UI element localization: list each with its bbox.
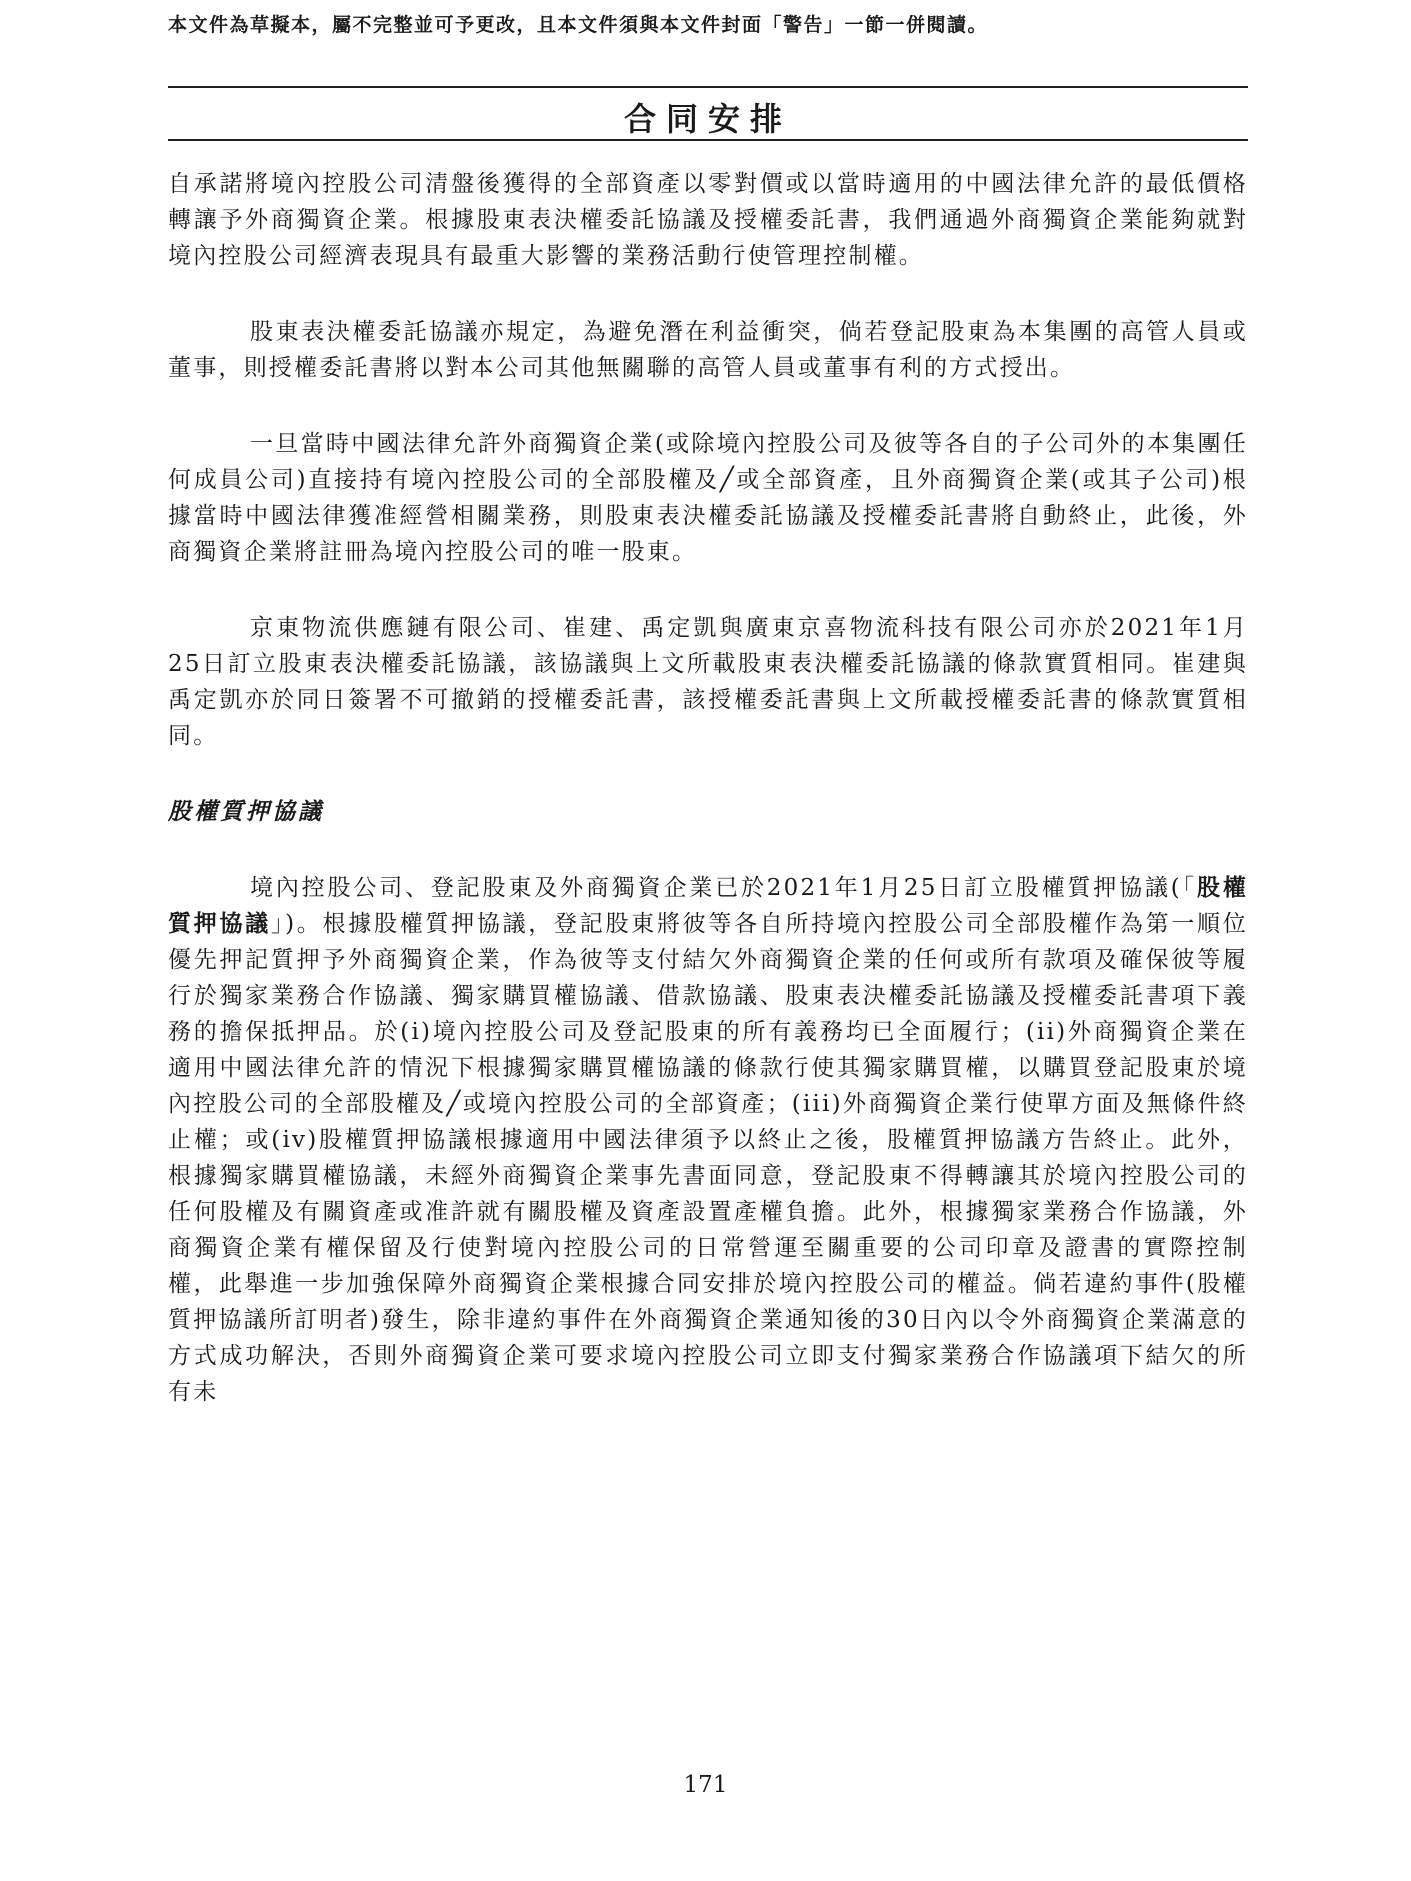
paragraph-5-rest: 」)。根據股權質押協議，登記股東將彼等各自所持境內控股公司全部股權作為第一順位優先押記質押予外商獨資企業，作為彼等支付結欠外商獨資企業的任何或所有款項及確保彼等履行於獨家業務合作協議、獨家購買權協議、借款協議、股東表決權委託協議及授權委託書項下義務的擔保抵押品。於(i)境內控股公司及登記股東的所有義務均已全面履行；(ii)外商獨資企業在適用中國法律允許的情況下根據獨家購買權協議的條款行使其獨家購買權，以購買登記股東於境內控股公司的全部股權及╱或境內控股公司的全部資產；(iii)外商獨資企業行使單方面及無條件終止權；或(iv)股權質押協議根據適用中國法律須予以終止之後，股權質押協議方告終止。此外，根據獨家購買權協議，未經外商獨資企業事先書面同意，登記股東不得轉讓其於境內控股公司的任何股權及有關資產或准許就有關股權及資產設置產權負擔。此外，根據獨家業務合作協議，外商獨資企業有權保留及行使對境內控股公司的日常營運至關重要的公司印章及證書的實際控制權，此舉進一步加強保障外商獨資企業根據合同安排於境內控股公司的權益。倘若違約事件(股權質押協議所訂明者)發生，除非違約事件在外商獨資企業通知後的30日內以令外商獨資企業滿意的方式成功解決，否則外商獨資企業可要求境內控股公司立即支付獨家業務合作協議項下結欠的所有未 bbox=[168, 911, 1248, 1405]
page-number: 171 bbox=[683, 1772, 728, 1798]
draft-disclaimer: 本文件為草擬本，屬不完整並可予更改，且本文件須與本文件封面「警告」一節一併閱讀。 bbox=[168, 14, 989, 36]
body-text bbox=[168, 166, 1248, 1450]
title-rule-bottom bbox=[168, 139, 1248, 141]
paragraph-1: 自承諾將境內控股公司清盤後獲得的全部資產以零對價或以當時適用的中國法律允許的最低價格轉讓予外商獨資企業。根據股東表決權委託協議及授權委託書，我們通過外商獨資企業能夠就對境內控股公司經濟表現具有最重大影響的業務活動行使管理控制權。 bbox=[168, 171, 1248, 269]
paragraph-3: 一旦當時中國法律允許外商獨資企業(或除境內控股公司及彼等各自的子公司外的本集團任何成員公司)直接持有境內控股公司的全部股權及╱或全部資產，且外商獨資企業(或其子公司)根據當時中國法律獲准經營相關業務，則股東表決權委託協議及授權委託書將自動終止，此後，外商獨資企業將註冊為境內控股公司的唯一股東。 bbox=[168, 431, 1248, 565]
paragraph-5 bbox=[168, 870, 1248, 1410]
title-rule-top bbox=[168, 86, 1248, 88]
paragraph-2: 股東表決權委託協議亦規定，為避免潛在利益衝突，倘若登記股東為本集團的高管人員或董事，則授權委託書將以對本公司其他無關聯的高管人員或董事有利的方式授出。 bbox=[168, 319, 1248, 381]
paragraph-5-lead: 境內控股公司、登記股東及外商獨資企業已於2021年1月25日訂立股權質押協議(「 bbox=[250, 875, 1197, 901]
paragraph-4: 京東物流供應鏈有限公司、崔建、禹定凱與廣東京喜物流科技有限公司亦於2021年1月25日訂立股東表決權委託協議，該協議與上文所載股東表決權委託協議的條款實質相同。崔建與禹定凱亦於同日簽署不可撤銷的授權委託書，該授權委託書與上文所載授權委託書的條款實質相同。 bbox=[168, 615, 1248, 749]
section-title: 合同安排 bbox=[623, 100, 792, 138]
defined-term: 股權質押協議 bbox=[168, 874, 1249, 937]
subheading-equity-pledge: 股權質押協議 bbox=[168, 798, 324, 825]
